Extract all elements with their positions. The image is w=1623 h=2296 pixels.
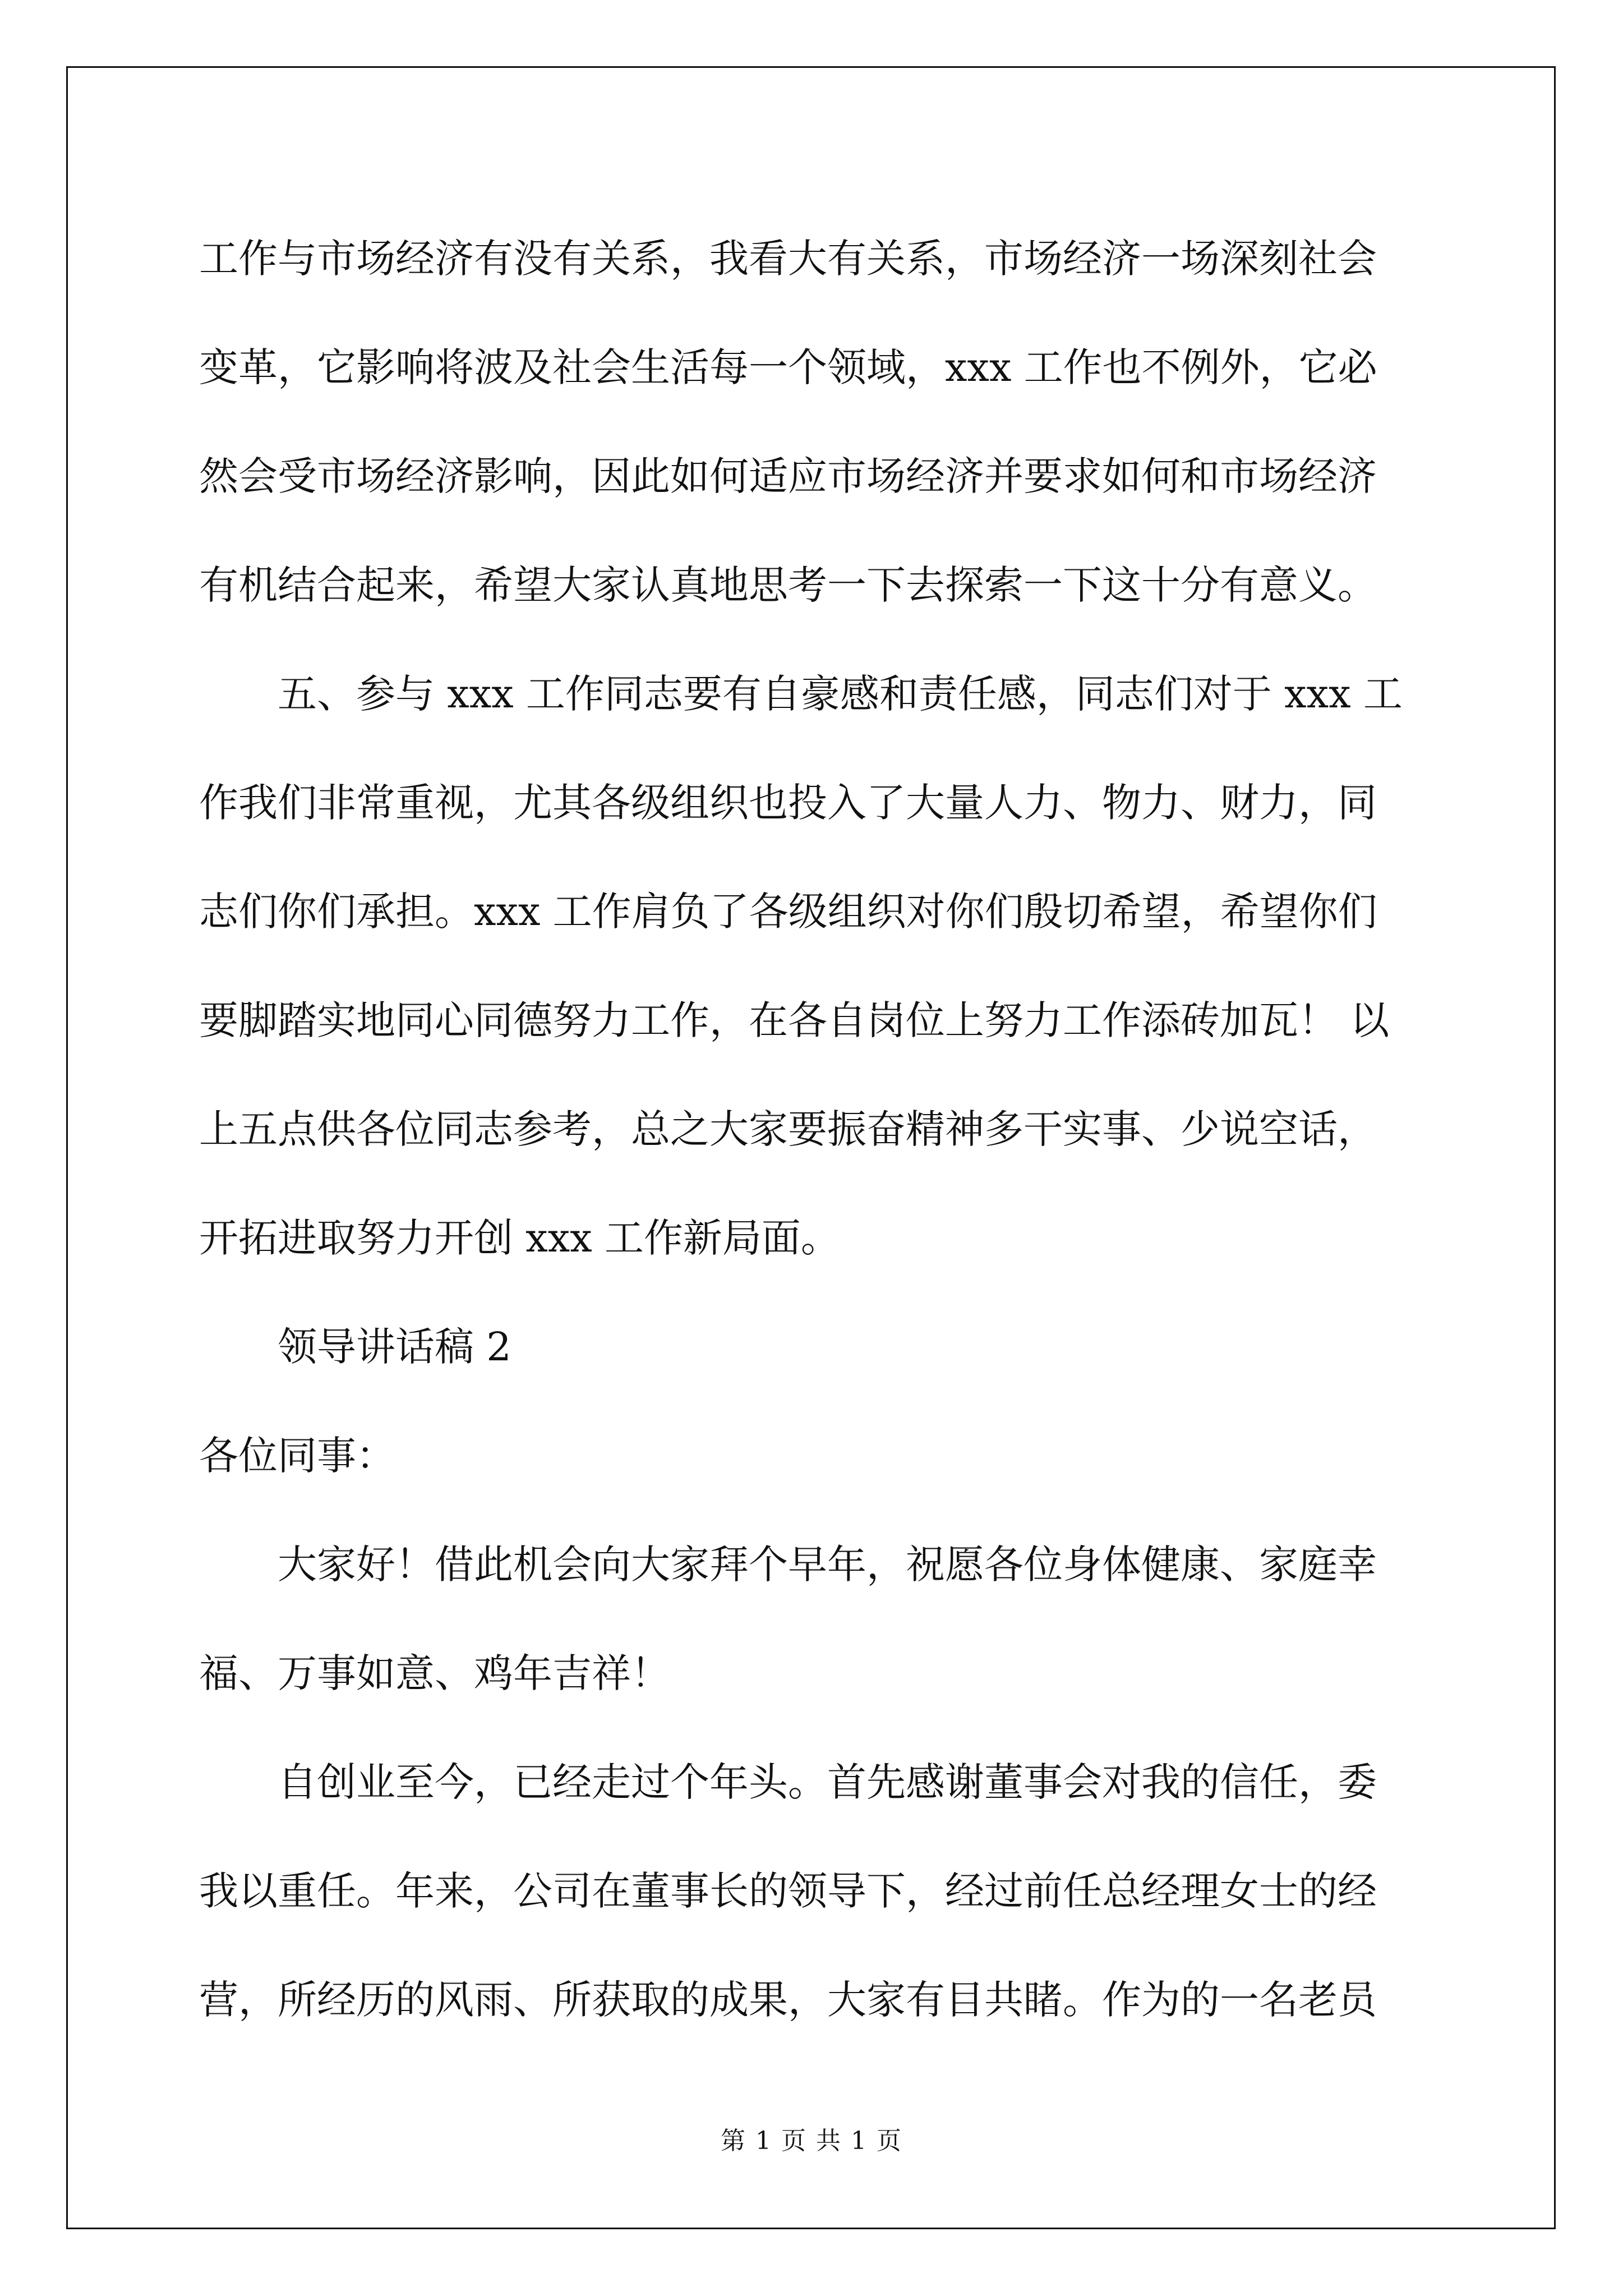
section-title: 领导讲话稿 2 (278, 1324, 511, 1370)
paragraph-review (199, 1728, 1424, 2054)
text-line: 作我们非常重视，尤其各级组织也投入了大量人力、物力、财力，同 (199, 780, 1377, 826)
document-body (199, 204, 1424, 2054)
paragraph-greeting (199, 1510, 1424, 1728)
text-line: 工作与市场经济有没有关系，我看大有关系，市场经济一场深刻社会 (199, 236, 1377, 282)
salutation (199, 1401, 1424, 1510)
text-line: 有机结合起来，希望大家认真地思考一下去探索一下这十分有意义。 (199, 562, 1377, 608)
text-line: 福、万事如意、鸡年吉祥！ (199, 1650, 670, 1696)
text-line: 营，所经历的风雨、所获取的成果，大家有目共睹。作为的一名老员 (199, 1977, 1377, 2023)
text-line: 然会受市场经济影响，因此如何适应市场经济并要求如何和市场经济 (199, 453, 1377, 499)
text-line: 五、参与 xxx 工作同志要有自豪感和责任感，同志们对于 xxx 工 (278, 671, 1403, 717)
text-line: 我以重任。年来，公司在董事长的领导下，经过前任总经理女士的经 (199, 1868, 1377, 1914)
text-line: 上五点供各位同志参考，总之大家要振奋精神多干实事、少说空话， (199, 1106, 1377, 1152)
section-heading (199, 1292, 1424, 1401)
text-line: 志们你们承担。xxx 工作肩负了各级组织对你们殷切希望，希望你们 (199, 889, 1377, 935)
text-line: 变革，它影响将波及社会生活每一个领域，xxx 工作也不例外，它必 (199, 344, 1377, 390)
paragraph-market-economy (199, 204, 1424, 639)
text-line: 大家好！借此机会向大家拜个早年，祝愿各位身体健康、家庭幸 (278, 1542, 1377, 1588)
text-line: 各位同事： (199, 1433, 395, 1479)
text-line: 自创业至今，已经走过个年头。首先感谢董事会对我的信任，委 (278, 1759, 1377, 1805)
page-number-footer: 第 1 页 共 1 页 (721, 2127, 902, 2155)
text-line: 要脚踏实地同心同德努力工作，在各自岗位上努力工作添砖加瓦！ 以 (199, 997, 1390, 1043)
paragraph-point-five (199, 639, 1424, 1292)
text-line: 开拓进取努力开创 xxx 工作新局面。 (199, 1215, 840, 1261)
